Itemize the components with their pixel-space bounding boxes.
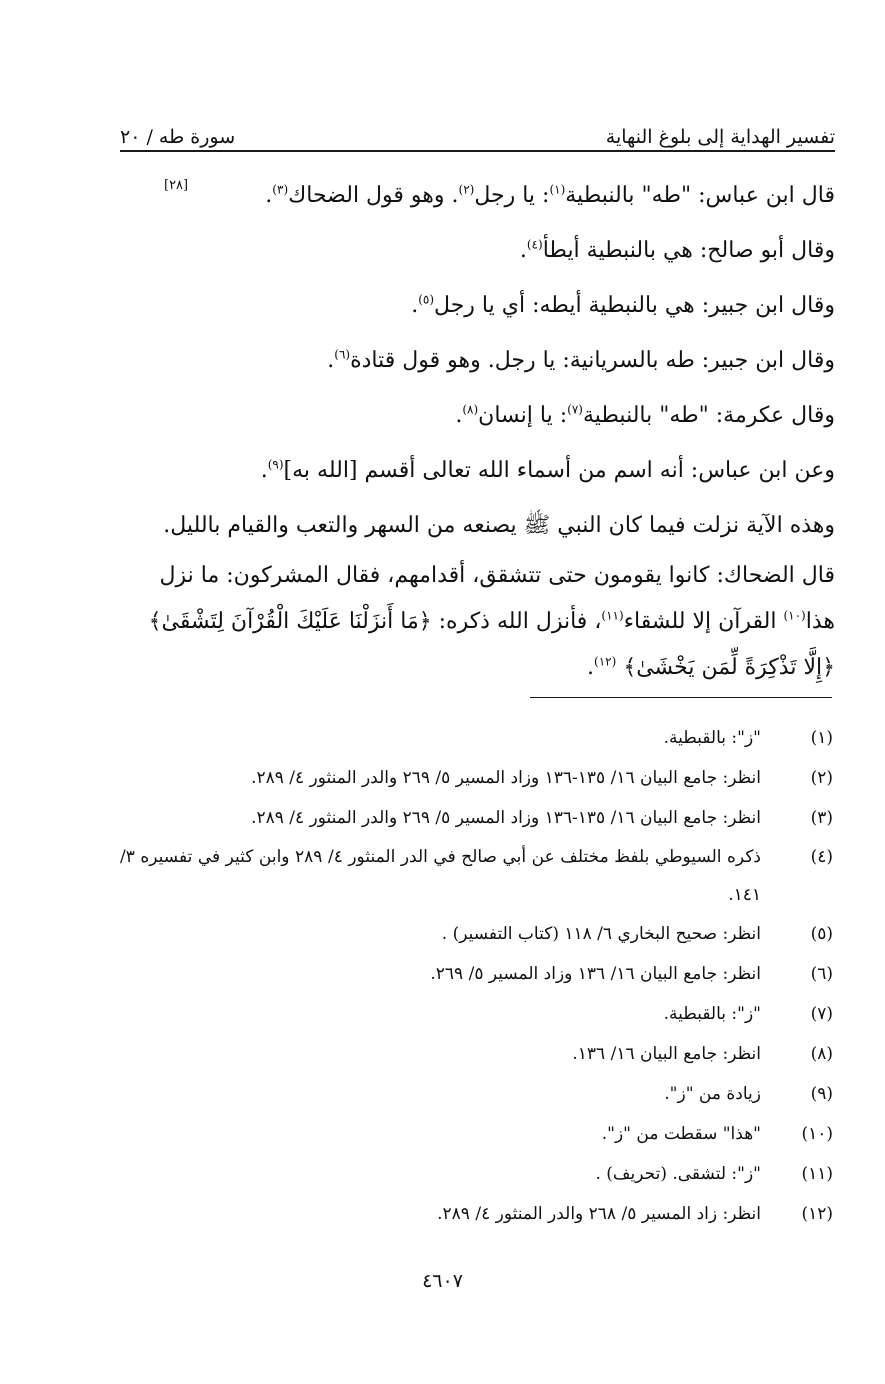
footnote-number: (٣): [810, 808, 833, 828]
footnote-text: زيادة من "ز".: [664, 1084, 761, 1104]
paragraph-4: وقال ابن جبير: طه بالسريانية: يا رجل. وهو قول قتادة$^{(٦)}$.: [327, 347, 835, 373]
paragraph-8: [122, 553, 835, 691]
footnote-text: "ز": لتشقى. (تحريف) .: [595, 1164, 761, 1184]
footnote-ref-11[interactable]: (١١): [601, 608, 624, 623]
footnote-number: (١): [810, 728, 833, 748]
footnote-ref-7[interactable]: (٧): [567, 402, 583, 417]
footnote-ref-5[interactable]: (٥): [418, 292, 435, 307]
paragraph-2: وقال أبو صالح: هي بالنبطية أيطأ$^{(٤)}$.: [519, 237, 835, 263]
footnote-divider: [530, 697, 832, 698]
footnote-text: "ز": بالقبطية.: [663, 728, 761, 748]
footnote-ref-2[interactable]: (٢): [458, 182, 475, 197]
footnote-text: انظر: جامع البيان ١٦/ ١٣٦.: [572, 1044, 761, 1064]
footnote-ref-10[interactable]: (١٠): [783, 608, 806, 623]
footnote-number: (١٠): [801, 1124, 833, 1144]
footnote-text: انظر: صحيح البخاري ٦/ ١١٨ (كتاب التفسير) .: [441, 924, 761, 944]
footnote-4: [120, 838, 835, 914]
footnote-ref-8[interactable]: (٨): [462, 402, 479, 417]
book-title: تفسير الهداية إلى بلوغ النهاية: [605, 126, 835, 148]
paragraph-8-line-3: ﴿إِلَّا تَذْكِرَةً لِّمَن يَخْشَىٰ﴾ $^{(١٢)}$.: [587, 654, 835, 680]
surah-reference: سورة طه / ٢٠: [120, 126, 236, 148]
quran-verse-2: ﴿إِلَّا تَذْكِرَةً لِّمَن يَخْشَىٰ﴾: [623, 655, 835, 680]
footnote-6: [120, 954, 835, 994]
footnote-ref-9[interactable]: (٩): [267, 457, 284, 472]
paragraph-8-line-2: هذا$^{(١٠)}$ القرآن إلا للشقاء$^{(١١)}$، فأنزل الله ذكره: ﴿مَا أَنزَلْنَا عَلَيْكَ الْقُرْآنَ لِتَشْقَىٰ﴾: [148, 608, 835, 634]
footnote-number: (٩): [810, 1084, 833, 1104]
footnote-ref-3[interactable]: (٣): [272, 182, 289, 197]
footnote-number: (٦): [810, 964, 833, 984]
footnote-1: [120, 718, 835, 758]
footnote-number: (١٢): [801, 1204, 833, 1224]
footnote-ref-6[interactable]: (٦): [334, 347, 351, 362]
footnote-number: (٨): [810, 1044, 833, 1064]
footnote-3: [120, 798, 835, 838]
footnote-10: [120, 1114, 835, 1154]
quran-verse-1: ﴿مَا أَنزَلْنَا عَلَيْكَ الْقُرْآنَ لِتَشْقَىٰ﴾: [148, 609, 432, 634]
footnotes-list: [120, 718, 835, 1234]
footnote-text: انظر: جامع البيان ١٦/ ١٣٥-١٣٦ وزاد المسير ٥/ ٢٦٩ والدر المنثور ٤/ ٢٨٩.: [251, 768, 761, 788]
footnote-11: [120, 1154, 835, 1194]
paragraph-7: وهذه الآية نزلت فيما كان النبي ﷺ يصنعه من السهر والتعب والقيام بالليل.: [163, 513, 835, 538]
footnote-2: [120, 758, 835, 798]
paragraph-1: قال ابن عباس: "طه" بالنبطية$^{(١)}$: يا رجل$^{(٢)}$. وهو قول الضحاك$^{(٣)}$.: [265, 182, 835, 208]
page-number: ٤٦٠٧: [422, 1270, 463, 1292]
footnote-number: (٢): [810, 768, 833, 788]
footnote-text: "ز": بالقبطية.: [663, 1004, 761, 1024]
footnote-8: [120, 1034, 835, 1074]
footnote-7: [120, 994, 835, 1034]
paragraph-8-line-1: قال الضحاك: كانوا يقومون حتى تتشقق، أقدامهم، فقال المشركون: ما نزل: [159, 563, 835, 588]
footnote-12: [120, 1194, 835, 1234]
paragraph-6: وعن ابن عباس: أنه اسم من أسماء الله تعالى أقسم [الله به]$^{(٩)}$.: [260, 457, 835, 483]
paragraph-5: وقال عكرمة: "طه" بالنبطية$^{(٧)}$: يا إنسان$^{(٨)}$.: [455, 402, 835, 428]
footnote-number: (٧): [810, 1004, 833, 1024]
paragraph-3: وقال ابن جبير: هي بالنبطية أيطه: أي يا رجل$^{(٥)}$.: [411, 292, 835, 318]
footnote-text: انظر: زاد المسير ٥/ ٢٦٨ والدر المنثور ٤/ ٢٨٩.: [437, 1204, 761, 1224]
footnote-ref-4[interactable]: (٤): [526, 237, 543, 252]
footnote-text: "هذا" سقطت من "ز".: [601, 1124, 761, 1144]
footnote-ref-1[interactable]: (١): [549, 182, 566, 197]
footnote-text: انظر: جامع البيان ١٦/ ١٣٦ وزاد المسير ٥/ ٢٦٩.: [430, 964, 761, 984]
footnote-number: (٥): [810, 924, 833, 944]
footnote-text: انظر: جامع البيان ١٦/ ١٣٥-١٣٦ وزاد المسير ٥/ ٢٦٩ والدر المنثور ٤/ ٢٨٩.: [251, 808, 761, 828]
footnote-ref-12[interactable]: (١٢): [594, 654, 617, 669]
footnote-number: (١١): [801, 1164, 833, 1184]
margin-page-reference: [٢٨]: [164, 178, 189, 193]
running-header: [120, 112, 835, 152]
footnote-number: (٤): [810, 847, 833, 867]
main-text: [122, 168, 835, 691]
footnote-5: [120, 914, 835, 954]
footnote-9: [120, 1074, 835, 1114]
footnote-text: ذكره السيوطي بلفظ مختلف عن أبي صالح في الدر المنثور ٤/ ٢٨٩ وابن كثير في تفسيره ٣/ ١٤١.: [120, 847, 761, 905]
